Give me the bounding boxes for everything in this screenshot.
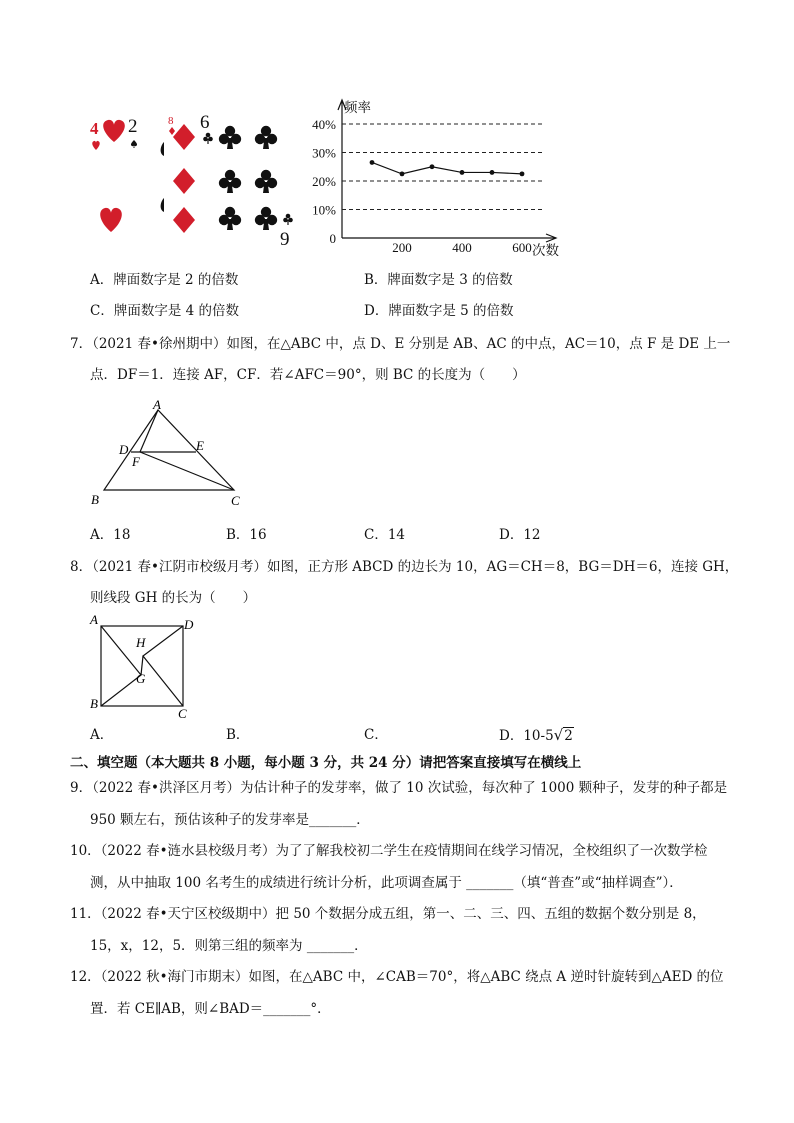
- data-point: [400, 171, 405, 176]
- data-point: [490, 170, 495, 175]
- label-h: H: [136, 635, 146, 650]
- q10-stem-line1: 10．（2022 春•涟水县校级月考）为了了解我校初二学生在疫情期间在线学习情况，全校组织了一次数学检: [70, 843, 708, 859]
- label-d: D: [119, 442, 129, 457]
- card3-top: 6: [200, 112, 210, 133]
- q12-stem-line1: 12．（2022 秋•海门市期末）如图，在△ABC 中，∠CAB＝70°，将△ABC 绕点 A 逆时针旋转到△AED 的位: [70, 969, 724, 985]
- card2-rank: 8: [168, 115, 174, 127]
- y-tick-label: 20%: [312, 174, 336, 189]
- square-abcd-figure: [86, 612, 202, 720]
- heart-icon: [100, 208, 122, 232]
- card1-rank: 4: [90, 119, 99, 138]
- q8-option-a: A．: [90, 727, 114, 743]
- q11-stem-line2: 15，x，12，5．则第三组的频率为 _______．: [90, 938, 368, 954]
- label-a: A: [153, 398, 161, 412]
- data-point: [520, 171, 525, 176]
- label-e: E: [196, 438, 204, 453]
- club-icon: [203, 133, 213, 144]
- data-point: [460, 170, 465, 175]
- section2-heading: 二、填空题（本大题共 8 小题，每小题 3 分，共 24 分）请把答案直接填写在横线上: [70, 755, 582, 771]
- card-edge-left: [161, 142, 164, 156]
- label-c: C: [178, 706, 187, 720]
- q7-stem-line2: 点．DF＝1．连接 AF，CF．若∠AFC＝90°，则 BC 的长度为（ ）: [90, 367, 526, 383]
- triangle-abc-figure: [86, 398, 256, 513]
- q7-option-b: B．16: [226, 527, 267, 543]
- club-icon: [255, 207, 277, 230]
- spade-icon: [131, 140, 137, 148]
- sqrt-sign: √: [553, 726, 564, 744]
- label-b: B: [91, 492, 99, 507]
- q7-stem-line1: 7．（2021 春•徐州期中）如图，在△ABC 中，点 D、E 分别是 AB、AC 的中点，AC＝10，点 F 是 DE 上一: [70, 336, 731, 352]
- q6-option-c: C．牌面数字是 4 的倍数: [90, 303, 240, 319]
- q10-stem-line2: 测，从中抽取 100 名考生的成绩进行统计分析，此项调查属于 _______（填“普查”或“抽样调查”）．: [90, 875, 683, 891]
- heart-icon: [92, 141, 99, 150]
- series-line: [372, 162, 522, 173]
- q9-stem-line2: 950 颗左右，预估该种子的发芽率是_______．: [90, 812, 370, 828]
- y-tick-label: 0: [329, 231, 336, 246]
- label-g: G: [136, 671, 146, 686]
- chart-ylabel: 频率: [344, 100, 371, 115]
- label-b: B: [90, 696, 98, 711]
- playing-cards-figure: [84, 104, 306, 250]
- label-d: D: [184, 617, 194, 632]
- card1-corner: 2: [128, 116, 138, 137]
- q8-option-c: C．: [364, 727, 388, 743]
- card-edge-left: [161, 198, 164, 212]
- club-icon: [219, 170, 241, 193]
- q8-stem-line2: 则线段 GH 的长为（ ）: [90, 590, 257, 606]
- x-tick-label: 400: [452, 240, 472, 255]
- club-icon: [219, 207, 241, 230]
- y-tick-label: 40%: [312, 117, 336, 132]
- diamond-icon: [173, 168, 195, 194]
- q6-option-a: A．牌面数字是 2 的倍数: [90, 272, 239, 288]
- y-tick-label: 30%: [312, 145, 336, 161]
- q7-option-d: D．12: [499, 527, 541, 543]
- data-point: [430, 164, 435, 169]
- q7-option-c: C．14: [364, 527, 406, 543]
- data-point: [370, 160, 375, 165]
- y-tick-label: 10%: [312, 202, 336, 218]
- diamond-icon: [173, 124, 195, 150]
- club-icon: [283, 214, 293, 225]
- chart-xlabel: 次数: [532, 243, 559, 258]
- club-icon: [255, 126, 277, 149]
- q7-option-a: A．18: [90, 527, 131, 543]
- q6-option-b: B．牌面数字是 3 的倍数: [364, 272, 513, 288]
- label-f: F: [132, 454, 140, 469]
- label-c: C: [231, 493, 240, 508]
- q8-stem-line1: 8．（2021 春•江阴市校级月考）如图，正方形 ABCD 的边长为 10，AG＝CH＝8，BG＝DH＝6，连接 GH，: [70, 559, 739, 575]
- club-icon: [255, 170, 277, 193]
- q12-stem-line2: 置．若 CE∥AB，则∠BAD＝_______°．: [90, 1001, 331, 1017]
- q8-option-d-prefix: D．10-5: [499, 728, 554, 744]
- label-a: A: [90, 612, 98, 627]
- heart-icon: [103, 120, 125, 142]
- q8-option-d-radicand: 2: [564, 728, 573, 744]
- x-tick-label: 200: [392, 240, 412, 255]
- q8-option-d: [499, 726, 574, 745]
- q6-option-d: D．牌面数字是 5 的倍数: [364, 303, 514, 319]
- x-tick-label: 600: [512, 240, 532, 255]
- club-icon: [219, 126, 241, 149]
- diamond-icon: [173, 207, 195, 233]
- q8-option-b: B．: [226, 727, 250, 743]
- frequency-line-chart: [300, 96, 570, 262]
- q9-stem-line1: 9．（2022 春•洪泽区月考）为估计种子的发芽率，做了 10 次试验，每次种了 1000 颗种子，发芽的种子都是: [70, 780, 728, 796]
- card3-corner: 9: [280, 229, 290, 250]
- q11-stem-line1: 11．（2022 春•天宁区校级期中）把 50 个数据分成五组，第一、二、三、四、五组的数据个数分别是 8，: [70, 906, 706, 922]
- diamond-icon: [169, 127, 175, 135]
